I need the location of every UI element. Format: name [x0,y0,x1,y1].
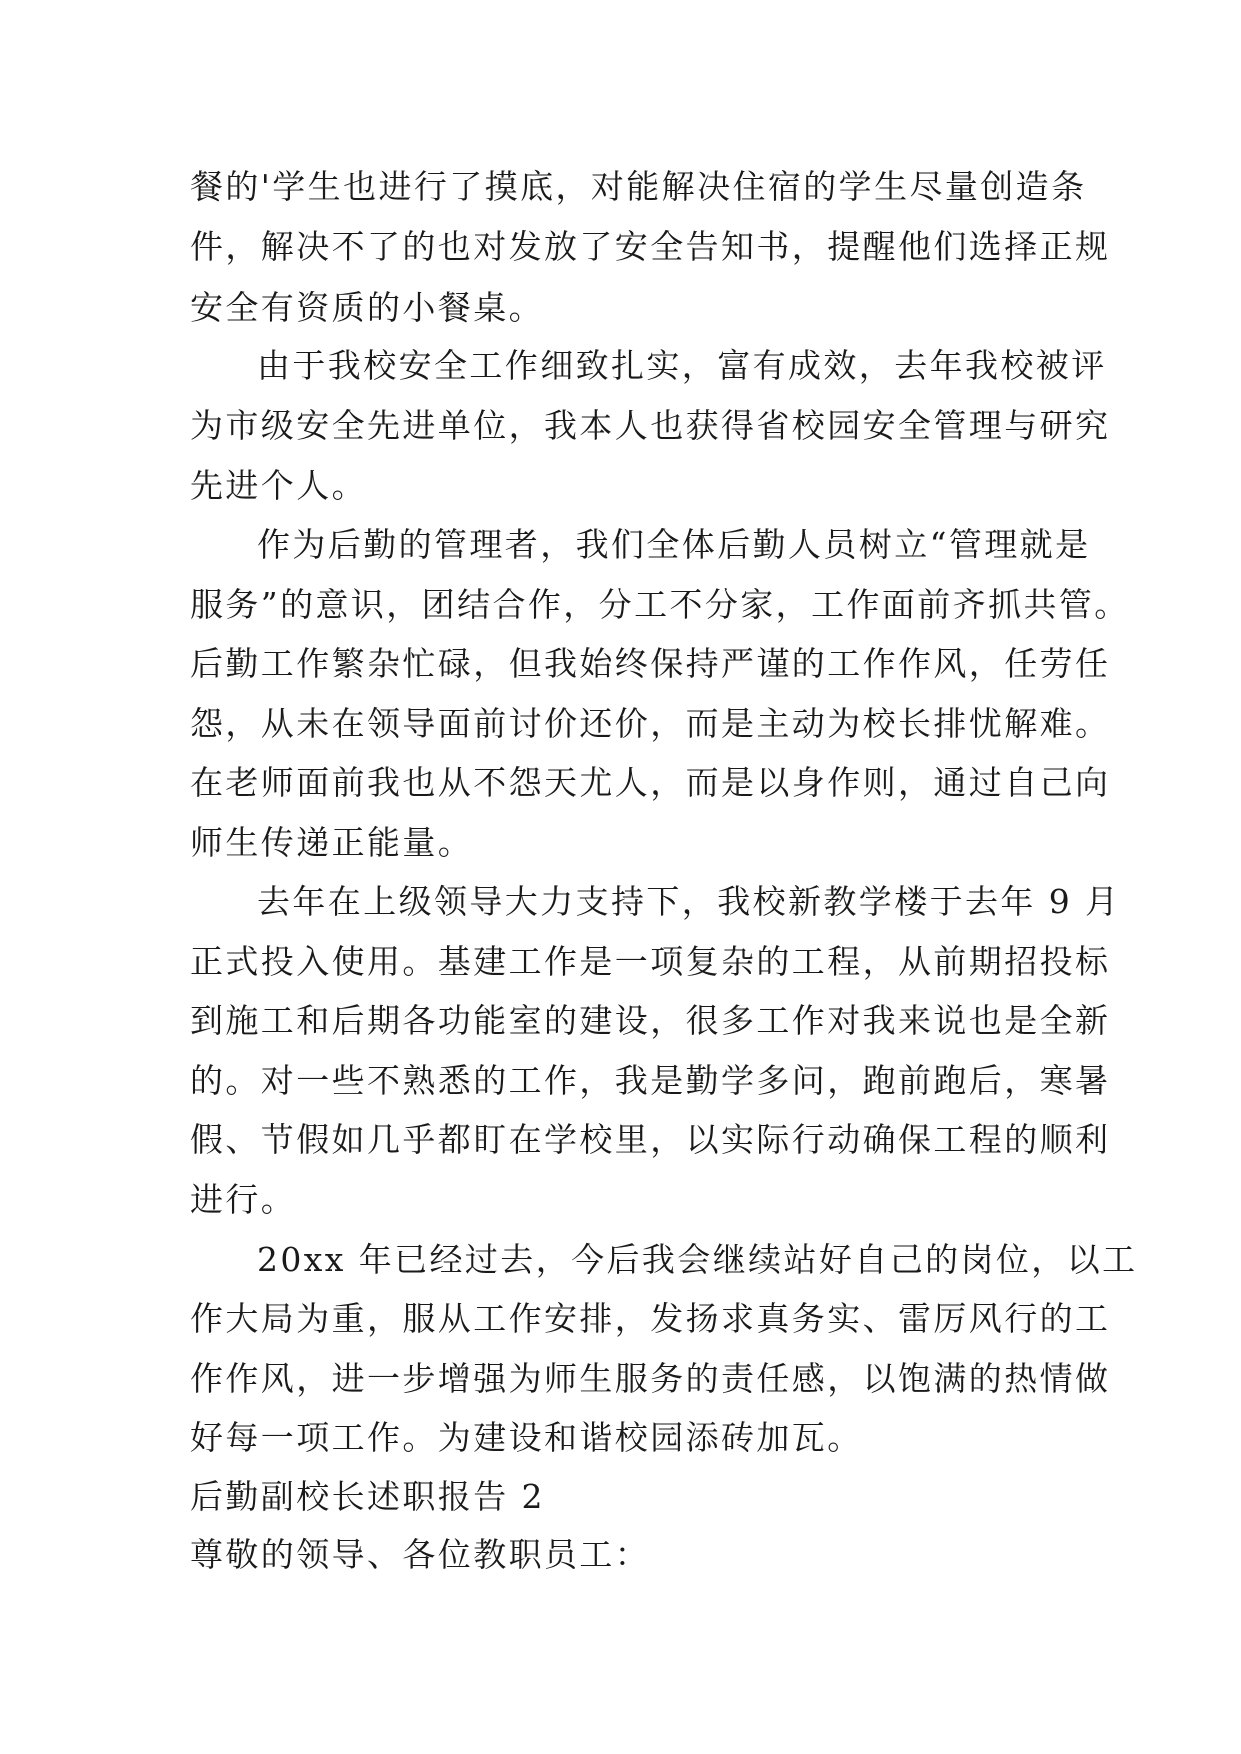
paragraph-line: 到施工和后期各功能室的建设，很多工作对我来说也是全新 [190,1001,1111,1040]
paragraph-line: 怨，从未在领导面前讨价还价，而是主动为校长排忧解难。 [190,704,1111,743]
section-title: 后勤副校长述职报告 2 [190,1477,545,1516]
paragraph-line: 去年在上级领导大力支持下，我校新教学楼于去年 9 月 [257,882,1121,921]
paragraph-line: 在老师面前我也从不怨天尤人，而是以身作则，通过自己向 [190,763,1111,802]
paragraph-line: 后勤工作繁杂忙碌，但我始终保持严谨的工作作风，任劳任 [190,644,1111,683]
paragraph-line: 好每一项工作。为建设和谐校园添砖加瓦。 [190,1418,863,1457]
paragraph-line: 的。对一些不熟悉的工作，我是勤学多问，跑前跑后，寒暑 [190,1061,1111,1100]
paragraph-line: 安全有资质的小餐桌。 [190,288,544,327]
paragraph-line: 师生传递正能量。 [190,823,474,862]
paragraph-line: 服务”的意识，团结合作，分工不分家，工作面前齐抓共管。 [190,585,1130,624]
salutation: 尊敬的领导、各位教职员工： [190,1535,651,1574]
paragraph-line: 为市级安全先进单位，我本人也获得省校园安全管理与研究 [190,406,1111,445]
paragraph-line: 件，解决不了的也对发放了安全告知书，提醒他们选择正规 [190,227,1111,266]
paragraph-line: 先进个人。 [190,466,367,505]
paragraph-line: 假、节假如几乎都盯在学校里，以实际行动确保工程的顺利 [190,1120,1111,1159]
paragraph-line: 由于我校安全工作细致扎实，富有成效，去年我校被评 [257,346,1107,385]
paragraph-line: 作大局为重，服从工作安排，发扬求真务实、雷厉风行的工 [190,1299,1111,1338]
paragraph-line: 作为后勤的管理者，我们全体后勤人员树立“管理就是 [257,525,1091,564]
paragraph-line: 20xx 年已经过去，今后我会继续站好自己的岗位，以工 [257,1240,1138,1279]
paragraph-line: 进行。 [190,1180,297,1219]
paragraph-line: 作作风，进一步增强为师生服务的责任感，以饱满的热情做 [190,1359,1111,1398]
paragraph-line: 餐的'学生也进行了摸底，对能解决住宿的学生尽量创造条 [190,167,1087,206]
paragraph-line: 正式投入使用。基建工作是一项复杂的工程，从前期招投标 [190,942,1111,981]
